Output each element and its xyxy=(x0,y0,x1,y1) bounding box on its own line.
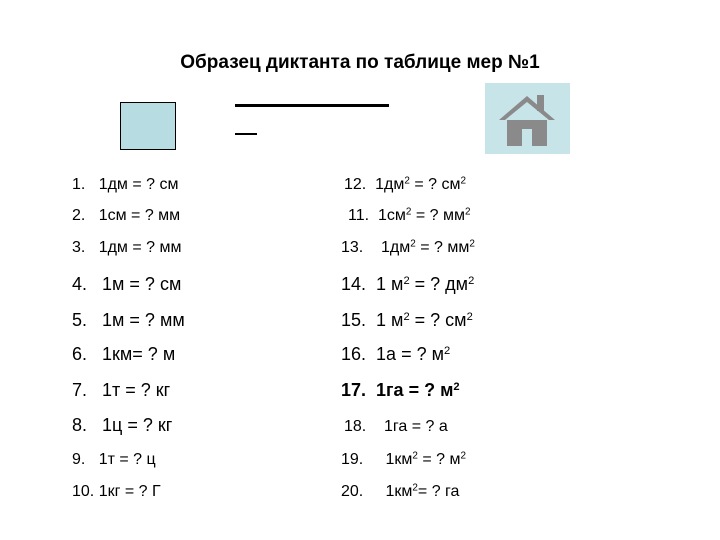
list-item: 12. $1дм^2$ = ? $см^2$ xyxy=(344,175,466,193)
list-item: 7. 1т = ? кг xyxy=(72,380,171,400)
list-item: 2. 1см = ? мм xyxy=(72,207,181,224)
page-title: Образец диктанта по таблице мер №1 xyxy=(180,52,540,73)
list-item: 11. $1см^2$ = ? $мм^2$ xyxy=(348,206,471,224)
list-item: 10. 1кг = ? Г xyxy=(72,483,161,500)
list-item: 14. 1 $м^2$ = ? $дм^2$ xyxy=(341,274,475,294)
list-item: 17. 1га = ? $м^2$ xyxy=(341,380,460,400)
answer-line-long xyxy=(235,104,389,107)
answer-line-short xyxy=(235,133,257,135)
house-icon xyxy=(485,83,570,154)
list-item: 4. 1м = ? см xyxy=(72,274,182,294)
list-item: 5. 1м = ? мм xyxy=(72,310,185,330)
list-item: 19. $1км^2$ = ? $м^2$ xyxy=(341,450,466,468)
list-item: 9. 1т = ? ц xyxy=(72,451,156,468)
list-item: 8. 1ц = ? кг xyxy=(72,415,173,435)
list-item: 1. 1дм = ? см xyxy=(72,176,179,193)
list-item: 18. 1га = ? а xyxy=(344,418,448,435)
list-item: 3. 1дм = ? мм xyxy=(72,239,182,256)
list-item: 15. 1 $м^2$ = ? $см^2$ xyxy=(341,310,473,330)
square-shape xyxy=(120,102,176,150)
list-item: 6. 1км= ? м xyxy=(72,344,176,364)
list-item: 13. $1дм^2$ = ? $мм^2$ xyxy=(341,238,475,256)
list-item: 20. $1км^2=$ ? га xyxy=(341,482,460,500)
list-item: 16. 1а = ? $м^2$ xyxy=(341,344,451,364)
